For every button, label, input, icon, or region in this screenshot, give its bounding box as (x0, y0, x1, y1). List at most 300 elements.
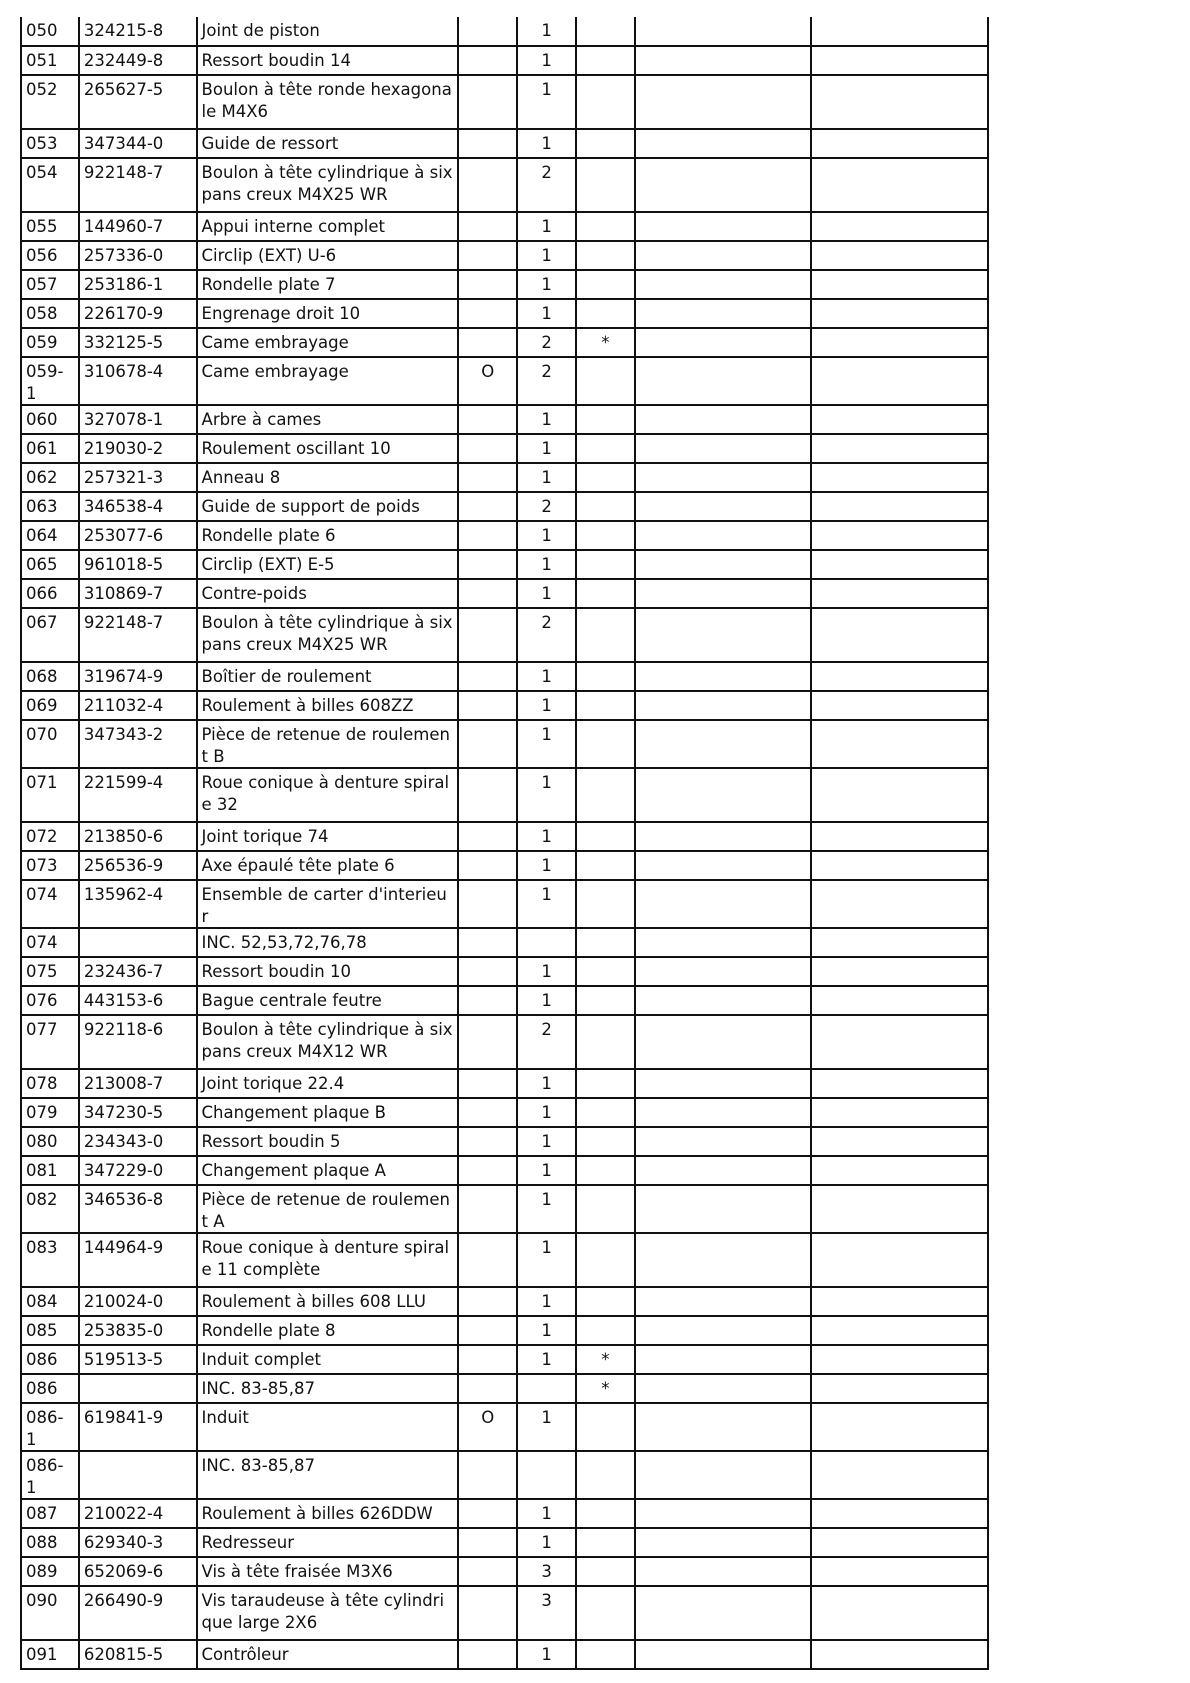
part-number-cell: 144964-9 (79, 1233, 197, 1287)
blank-cell (811, 851, 988, 880)
quantity-cell: 1 (517, 986, 576, 1015)
item-number-cell: 074 (21, 880, 79, 928)
table-row (21, 1015, 988, 1069)
quantity-cell: 1 (517, 851, 576, 880)
quantity-cell: 1 (517, 75, 576, 129)
blank-cell (811, 822, 988, 851)
note-cell (576, 434, 635, 463)
description-cell: Engrenage droit 10 (197, 299, 459, 328)
item-number-cell: 090 (21, 1586, 79, 1640)
note-cell (576, 405, 635, 434)
blank-cell (811, 1557, 988, 1586)
quantity-cell (517, 1374, 576, 1403)
note-cell (576, 662, 635, 691)
option-cell (458, 1287, 517, 1316)
description-cell: INC. 52,53,72,76,78 (197, 928, 459, 957)
note-cell (576, 880, 635, 928)
part-number-cell: 347343-2 (79, 720, 197, 768)
note-cell (576, 822, 635, 851)
quantity-cell: 1 (517, 1345, 576, 1374)
blank-cell (811, 1287, 988, 1316)
description-cell: Boulon à tête cylindrique à six pans creux M4X12 WR (197, 1015, 459, 1069)
note-cell (576, 1185, 635, 1233)
option-cell (458, 608, 517, 662)
part-number-cell (79, 928, 197, 957)
table-row (21, 1403, 988, 1451)
quantity-cell: 1 (517, 691, 576, 720)
blank-cell (635, 158, 812, 212)
blank-cell (811, 1233, 988, 1287)
description-cell: Guide de ressort (197, 129, 459, 158)
description-cell: Boulon à tête cylindrique à six pans creux M4X25 WR (197, 158, 459, 212)
quantity-cell: 1 (517, 662, 576, 691)
blank-cell (811, 957, 988, 986)
note-cell (576, 1233, 635, 1287)
quantity-cell: 1 (517, 1156, 576, 1185)
option-cell (458, 299, 517, 328)
table-row (21, 270, 988, 299)
quantity-cell: 1 (517, 1640, 576, 1669)
part-number-cell: 253186-1 (79, 270, 197, 299)
part-number-cell: 226170-9 (79, 299, 197, 328)
note-cell (576, 46, 635, 75)
blank-cell (811, 270, 988, 299)
part-number-cell: 619841-9 (79, 1403, 197, 1451)
description-cell: Ressort boudin 10 (197, 957, 459, 986)
note-cell (576, 241, 635, 270)
item-number-cell: 082 (21, 1185, 79, 1233)
blank-cell (635, 357, 812, 405)
part-number-cell: 922148-7 (79, 158, 197, 212)
table-row (21, 405, 988, 434)
description-cell: Joint torique 22.4 (197, 1069, 459, 1098)
option-cell (458, 1233, 517, 1287)
quantity-cell: 1 (517, 768, 576, 822)
blank-cell (635, 1640, 812, 1669)
quantity-cell: 1 (517, 270, 576, 299)
blank-cell (635, 328, 812, 357)
option-cell (458, 822, 517, 851)
part-number-cell: 266490-9 (79, 1586, 197, 1640)
option-cell (458, 1640, 517, 1669)
item-number-cell: 056 (21, 241, 79, 270)
note-cell (576, 768, 635, 822)
blank-cell (811, 880, 988, 928)
part-number-cell: 210024-0 (79, 1287, 197, 1316)
item-number-cell: 065 (21, 550, 79, 579)
blank-cell (811, 720, 988, 768)
note-cell (576, 270, 635, 299)
description-cell: Bague centrale feutre (197, 986, 459, 1015)
part-number-cell: 310678-4 (79, 357, 197, 405)
description-cell: Contrôleur (197, 1640, 459, 1669)
description-cell: Circlip (EXT) E-5 (197, 550, 459, 579)
description-cell: Ensemble de carter d'interieur (197, 880, 459, 928)
item-number-cell: 076 (21, 986, 79, 1015)
blank-cell (811, 241, 988, 270)
option-cell (458, 328, 517, 357)
description-cell: Roue conique à denture spirale 32 (197, 768, 459, 822)
blank-cell (635, 1127, 812, 1156)
item-number-cell: 081 (21, 1156, 79, 1185)
table-row (21, 1185, 988, 1233)
table-row (21, 75, 988, 129)
quantity-cell: 2 (517, 328, 576, 357)
part-number-cell: 652069-6 (79, 1557, 197, 1586)
table-row (21, 212, 988, 241)
blank-cell (811, 1499, 988, 1528)
quantity-cell: 1 (517, 299, 576, 328)
part-number-cell: 961018-5 (79, 550, 197, 579)
part-number-cell: 319674-9 (79, 662, 197, 691)
quantity-cell: 1 (517, 1403, 576, 1451)
note-cell: * (576, 1374, 635, 1403)
blank-cell (635, 129, 812, 158)
table-row (21, 434, 988, 463)
note-cell (576, 1127, 635, 1156)
blank-cell (811, 521, 988, 550)
blank-cell (635, 1015, 812, 1069)
part-number-cell: 519513-5 (79, 1345, 197, 1374)
blank-cell (811, 928, 988, 957)
option-cell (458, 1374, 517, 1403)
item-number-cell: 068 (21, 662, 79, 691)
blank-cell (811, 662, 988, 691)
item-number-cell: 091 (21, 1640, 79, 1669)
item-number-cell: 067 (21, 608, 79, 662)
option-cell (458, 75, 517, 129)
blank-cell (635, 434, 812, 463)
blank-cell (635, 1316, 812, 1345)
blank-cell (635, 17, 812, 46)
option-cell (458, 768, 517, 822)
quantity-cell: 2 (517, 158, 576, 212)
quantity-cell: 1 (517, 1287, 576, 1316)
part-number-cell: 232436-7 (79, 957, 197, 986)
part-number-cell: 253077-6 (79, 521, 197, 550)
description-cell: INC. 83-85,87 (197, 1451, 459, 1499)
blank-cell (811, 357, 988, 405)
note-cell (576, 550, 635, 579)
blank-cell (635, 1156, 812, 1185)
item-number-cell: 066 (21, 579, 79, 608)
quantity-cell (517, 1451, 576, 1499)
item-number-cell: 057 (21, 270, 79, 299)
note-cell (576, 463, 635, 492)
description-cell: Arbre à cames (197, 405, 459, 434)
blank-cell (811, 691, 988, 720)
quantity-cell: 1 (517, 550, 576, 579)
table-row (21, 1156, 988, 1185)
table-row (21, 158, 988, 212)
option-cell (458, 1316, 517, 1345)
note-cell (576, 608, 635, 662)
item-number-cell: 052 (21, 75, 79, 129)
blank-cell (635, 1185, 812, 1233)
option-cell (458, 212, 517, 241)
description-cell: Appui interne complet (197, 212, 459, 241)
quantity-cell: 2 (517, 608, 576, 662)
table-row (21, 822, 988, 851)
part-number-cell (79, 1374, 197, 1403)
blank-cell (635, 1403, 812, 1451)
blank-cell (635, 1098, 812, 1127)
option-cell (458, 270, 517, 299)
description-cell: Boulon à tête ronde hexagonale M4X6 (197, 75, 459, 129)
note-cell: * (576, 328, 635, 357)
part-number-cell: 211032-4 (79, 691, 197, 720)
option-cell (458, 928, 517, 957)
part-number-cell: 620815-5 (79, 1640, 197, 1669)
part-number-cell: 310869-7 (79, 579, 197, 608)
blank-cell (811, 768, 988, 822)
option-cell (458, 1015, 517, 1069)
quantity-cell: 1 (517, 822, 576, 851)
blank-cell (811, 129, 988, 158)
blank-cell (811, 1185, 988, 1233)
table-row (21, 1287, 988, 1316)
option-cell (458, 1586, 517, 1640)
description-cell: Rondelle plate 8 (197, 1316, 459, 1345)
quantity-cell: 1 (517, 434, 576, 463)
part-number-cell: 221599-4 (79, 768, 197, 822)
part-number-cell: 347344-0 (79, 129, 197, 158)
option-cell (458, 405, 517, 434)
part-number-cell: 257321-3 (79, 463, 197, 492)
item-number-cell: 077 (21, 1015, 79, 1069)
description-cell: Changement plaque A (197, 1156, 459, 1185)
option-cell (458, 986, 517, 1015)
table-row (21, 129, 988, 158)
option-cell (458, 521, 517, 550)
description-cell: Pièce de retenue de roulement B (197, 720, 459, 768)
item-number-cell: 063 (21, 492, 79, 521)
item-number-cell: 084 (21, 1287, 79, 1316)
table-row (21, 957, 988, 986)
blank-cell (811, 492, 988, 521)
description-cell: Induit (197, 1403, 459, 1451)
note-cell (576, 75, 635, 129)
option-cell (458, 720, 517, 768)
part-number-cell: 256536-9 (79, 851, 197, 880)
table-row (21, 768, 988, 822)
table-row (21, 928, 988, 957)
blank-cell (811, 405, 988, 434)
description-cell: Redresseur (197, 1528, 459, 1557)
item-number-cell: 050 (21, 17, 79, 46)
note-cell (576, 1499, 635, 1528)
blank-cell (635, 1586, 812, 1640)
description-cell: Changement plaque B (197, 1098, 459, 1127)
item-number-cell: 059-1 (21, 357, 79, 405)
blank-cell (811, 299, 988, 328)
part-number-cell (79, 1451, 197, 1499)
option-cell (458, 492, 517, 521)
note-cell (576, 129, 635, 158)
description-cell: Rondelle plate 7 (197, 270, 459, 299)
blank-cell (811, 1586, 988, 1640)
note-cell (576, 492, 635, 521)
description-cell: Ressort boudin 14 (197, 46, 459, 75)
table-row (21, 1098, 988, 1127)
note-cell: * (576, 1345, 635, 1374)
option-cell (458, 550, 517, 579)
option-cell (458, 691, 517, 720)
table-row (21, 463, 988, 492)
part-number-cell: 922118-6 (79, 1015, 197, 1069)
quantity-cell: 1 (517, 1185, 576, 1233)
option-cell (458, 46, 517, 75)
quantity-cell: 2 (517, 357, 576, 405)
option-cell (458, 880, 517, 928)
blank-cell (635, 1069, 812, 1098)
table-row (21, 1316, 988, 1345)
table-row (21, 1069, 988, 1098)
blank-cell (635, 492, 812, 521)
blank-cell (811, 1374, 988, 1403)
item-number-cell: 055 (21, 212, 79, 241)
quantity-cell: 1 (517, 241, 576, 270)
blank-cell (635, 212, 812, 241)
part-number-cell: 135962-4 (79, 880, 197, 928)
description-cell: Roue conique à denture spirale 11 complète (197, 1233, 459, 1287)
part-number-cell: 219030-2 (79, 434, 197, 463)
quantity-cell: 1 (517, 720, 576, 768)
table-row (21, 1528, 988, 1557)
blank-cell (635, 405, 812, 434)
note-cell (576, 1586, 635, 1640)
option-cell (458, 851, 517, 880)
description-cell: Contre-poids (197, 579, 459, 608)
note-cell (576, 1403, 635, 1451)
item-number-cell: 064 (21, 521, 79, 550)
blank-cell (635, 986, 812, 1015)
blank-cell (635, 691, 812, 720)
note-cell (576, 1098, 635, 1127)
table-row (21, 608, 988, 662)
blank-cell (635, 46, 812, 75)
note-cell (576, 17, 635, 46)
option-cell (458, 434, 517, 463)
blank-cell (635, 521, 812, 550)
table-row (21, 241, 988, 270)
blank-cell (635, 550, 812, 579)
note-cell (576, 691, 635, 720)
quantity-cell: 2 (517, 492, 576, 521)
description-cell: Pièce de retenue de roulement A (197, 1185, 459, 1233)
note-cell (576, 928, 635, 957)
blank-cell (811, 1640, 988, 1669)
item-number-cell: 078 (21, 1069, 79, 1098)
part-number-cell: 265627-5 (79, 75, 197, 129)
table-row (21, 521, 988, 550)
blank-cell (635, 463, 812, 492)
blank-cell (811, 1127, 988, 1156)
note-cell (576, 299, 635, 328)
item-number-cell: 073 (21, 851, 79, 880)
quantity-cell: 3 (517, 1557, 576, 1586)
quantity-cell: 1 (517, 1499, 576, 1528)
table-row (21, 880, 988, 928)
part-number-cell: 253835-0 (79, 1316, 197, 1345)
blank-cell (811, 579, 988, 608)
option-cell (458, 129, 517, 158)
blank-cell (811, 17, 988, 46)
part-number-cell: 332125-5 (79, 328, 197, 357)
item-number-cell: 088 (21, 1528, 79, 1557)
note-cell (576, 1316, 635, 1345)
note-cell (576, 521, 635, 550)
blank-cell (811, 1015, 988, 1069)
description-cell: Circlip (EXT) U-6 (197, 241, 459, 270)
quantity-cell: 1 (517, 1316, 576, 1345)
blank-cell (811, 75, 988, 129)
description-cell: Ressort boudin 5 (197, 1127, 459, 1156)
item-number-cell: 060 (21, 405, 79, 434)
item-number-cell: 051 (21, 46, 79, 75)
description-cell: Anneau 8 (197, 463, 459, 492)
description-cell: INC. 83-85,87 (197, 1374, 459, 1403)
table-row (21, 1557, 988, 1586)
blank-cell (635, 1499, 812, 1528)
item-number-cell: 087 (21, 1499, 79, 1528)
option-cell: O (458, 1403, 517, 1451)
quantity-cell: 1 (517, 46, 576, 75)
description-cell: Joint de piston (197, 17, 459, 46)
option-cell (458, 1098, 517, 1127)
parts-table-body (21, 17, 988, 1669)
part-number-cell: 213008-7 (79, 1069, 197, 1098)
option-cell (458, 1345, 517, 1374)
blank-cell (635, 270, 812, 299)
blank-cell (811, 434, 988, 463)
description-cell: Joint torique 74 (197, 822, 459, 851)
blank-cell (635, 880, 812, 928)
option-cell (458, 957, 517, 986)
item-number-cell: 054 (21, 158, 79, 212)
blank-cell (635, 1233, 812, 1287)
part-number-cell: 327078-1 (79, 405, 197, 434)
item-number-cell: 075 (21, 957, 79, 986)
blank-cell (811, 1345, 988, 1374)
description-cell: Vis taraudeuse à tête cylindrique large 2X6 (197, 1586, 459, 1640)
description-cell: Roulement à billes 608ZZ (197, 691, 459, 720)
note-cell (576, 957, 635, 986)
table-row (21, 1233, 988, 1287)
table-row (21, 851, 988, 880)
part-number-cell: 347230-5 (79, 1098, 197, 1127)
part-number-cell: 324215-8 (79, 17, 197, 46)
option-cell: O (458, 357, 517, 405)
option-cell (458, 241, 517, 270)
item-number-cell: 074 (21, 928, 79, 957)
quantity-cell: 2 (517, 1015, 576, 1069)
blank-cell (811, 1316, 988, 1345)
parts-table (20, 17, 989, 1670)
note-cell (576, 851, 635, 880)
quantity-cell: 1 (517, 1127, 576, 1156)
blank-cell (635, 1528, 812, 1557)
blank-cell (635, 957, 812, 986)
part-number-cell: 346536-8 (79, 1185, 197, 1233)
note-cell (576, 1069, 635, 1098)
parts-list-page (20, 17, 989, 1670)
table-row (21, 662, 988, 691)
blank-cell (811, 1098, 988, 1127)
item-number-cell: 086 (21, 1374, 79, 1403)
blank-cell (635, 608, 812, 662)
item-number-cell: 059 (21, 328, 79, 357)
